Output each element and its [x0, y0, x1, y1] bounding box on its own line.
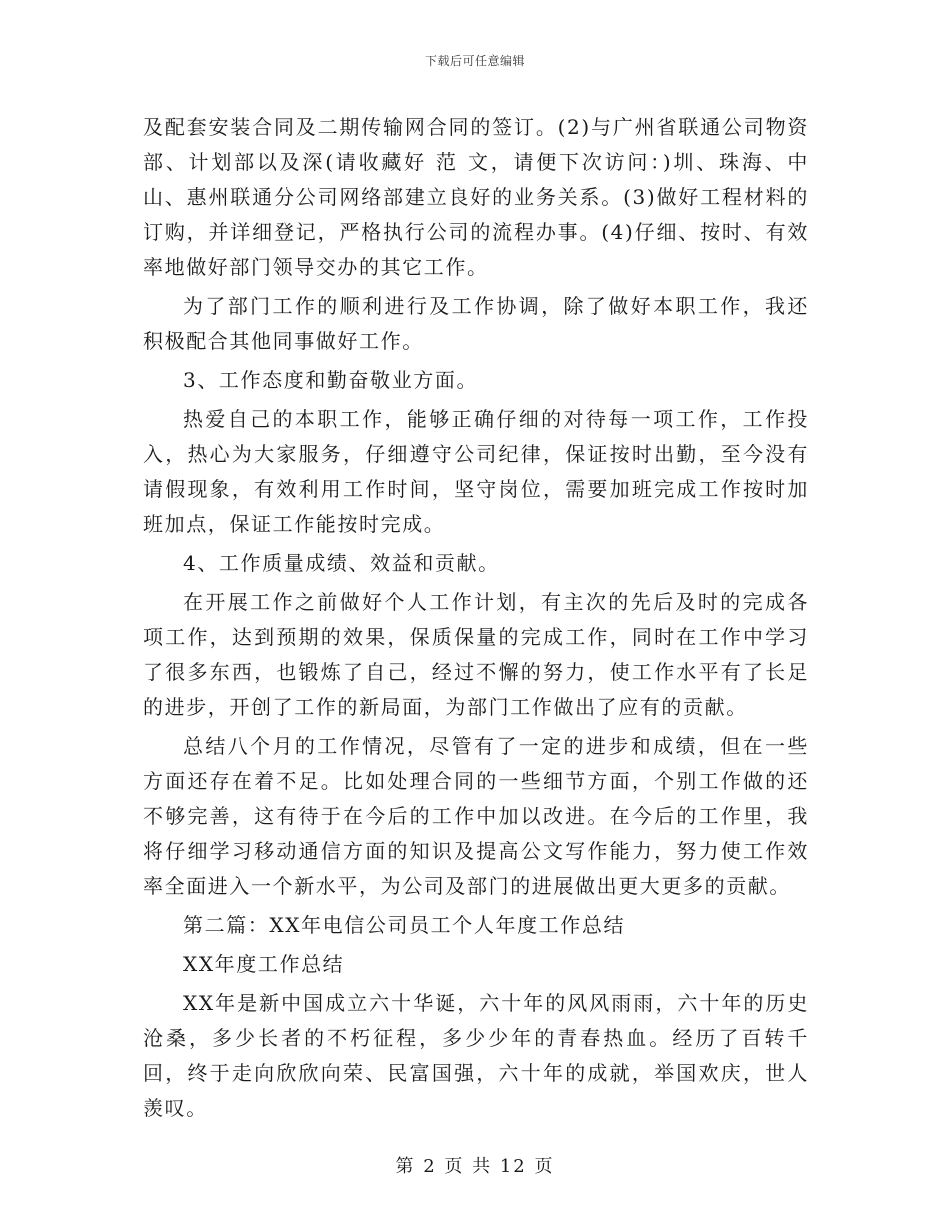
chapter-title-second: 第二篇：XX年电信公司员工个人年度工作总结: [183, 913, 626, 937]
section-heading-quality: 4、工作质量成绩、效益和贡献。: [183, 551, 500, 575]
header-note: 下载后可任意编辑: [424, 54, 525, 68]
section-title-annual-summary: XX年度工作总结: [183, 952, 345, 976]
paragraph-contract-duties: 及配套安装合同及二期传输网合同的签订。(2)与广州省联通公司物资部、计划部以及深(请收藏好 范 文，请便下次访问：)圳、珠海、中山、惠州联通分公司网络部建立良好的业务关系。(3)做好工程材料的订购，并详细登记，严格执行公司的流程办事。(4)仔细、按时、有效率地做好部门领导交办的其它工作。: [143, 115, 809, 279]
paragraph-quality: 在开展工作之前做好个人工作计划，有主次的先后及时的完成各项工作，达到预期的效果，保质保量的完成工作，同时在工作中学习了很多东西，也锻炼了自己，经过不懈的努力，使工作水平有了长足的进步，开创了工作的新局面，为部门工作做出了应有的贡献。: [143, 590, 809, 719]
document-body: [143, 110, 809, 1126]
paragraph-sixtieth-anniversary: XX年是新中国成立六十华诞，六十年的风风雨雨，六十年的历史沧桑，多少长者的不朽征程，多少少年的青春热血。经历了百转千回，终于走向欣欣向荣、民富国强，六十年的成就，举国欢庆，世人羡叹。: [143, 991, 809, 1120]
paragraph-cooperation: 为了部门工作的顺利进行及工作协调，除了做好本职工作，我还积极配合其他同事做好工作。: [143, 294, 809, 353]
paragraph-summary: 总结八个月的工作情况，尽管有了一定的进步和成绩，但在一些方面还存在着不足。比如处理合同的一些细节方面，个别工作做的还不够完善，这有待于在今后的工作中加以改进。在今后的工作里，我将仔细学习移动通信方面的知识及提高公文写作能力，努力使工作效率全面进入一个新水平，为公司及部门的进展做出更大更多的贡献。: [143, 734, 809, 898]
paragraph-attitude: 热爱自己的本职工作，能够正确仔细的对待每一项工作，工作投入，热心为大家服务，仔细遵守公司纪律，保证按时出勤，至今没有请假现象，有效利用工作时间，坚守岗位，需要加班完成工作按时加班加点，保证工作能按时完成。: [143, 407, 809, 536]
section-heading-attitude: 3、工作态度和勤奋敬业方面。: [183, 368, 479, 392]
page-number: 第 2 页 共 12 页: [395, 1156, 555, 1177]
